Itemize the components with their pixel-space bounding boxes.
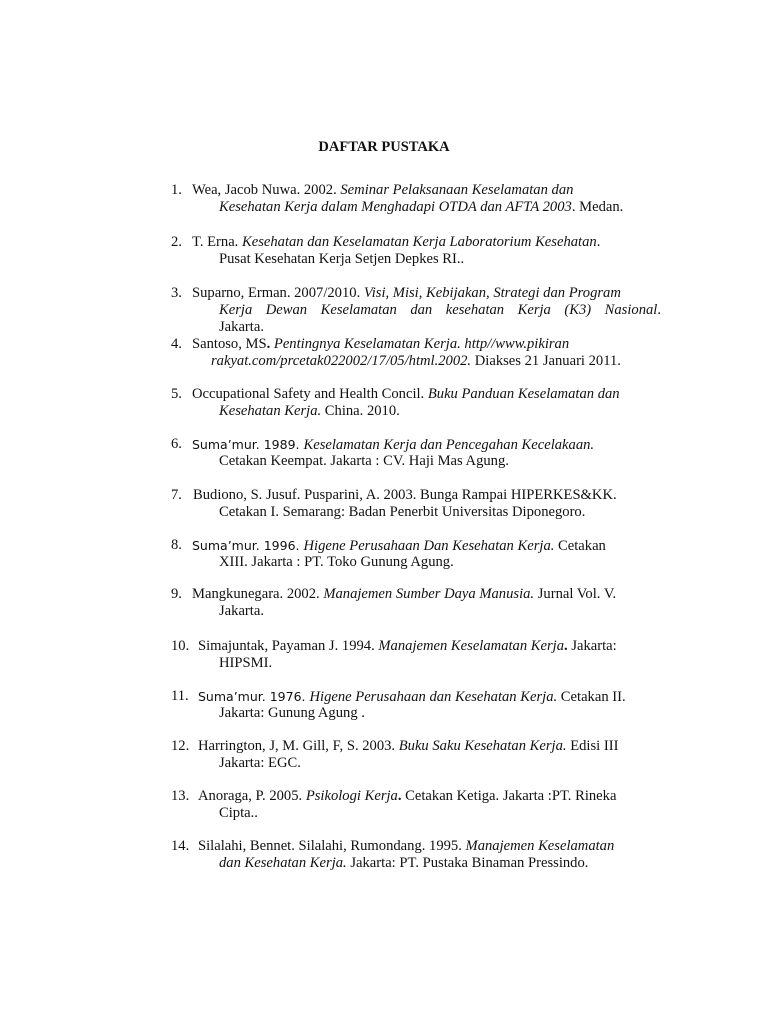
page-title: DAFTAR PUSTAKA	[318, 139, 450, 155]
entry-line: HIPSMI.	[219, 655, 273, 671]
entry-number: 11.	[171, 688, 189, 704]
entry-author: Silalahi, Bennet. Silalahi, Rumondang. 1995.	[198, 838, 466, 854]
entry-bold-dot: .	[397, 788, 402, 804]
entry-number: 10.	[171, 638, 190, 654]
entry-bold-dot: .	[564, 638, 568, 654]
entry-number: 4.	[171, 336, 182, 352]
entry-publication: Jakarta: PT. Pustaka Binaman Pressindo.	[346, 855, 589, 871]
entry-number: 13.	[171, 788, 190, 804]
entry-author: Suparno, Erman. 2007/2010.	[192, 285, 364, 301]
entry-title: Visi, Misi, Kebijakan, Strategi dan Program	[363, 285, 621, 301]
entry-line: Jakarta.	[219, 319, 264, 335]
entry-line	[219, 403, 400, 420]
entry-number: 8.	[171, 537, 182, 553]
entry-line	[192, 537, 606, 555]
entry-number: 1.	[171, 182, 182, 198]
entry-line: Cetakan I. Semarang: Badan Penerbit Universitas Diponegoro.	[219, 504, 586, 520]
entry-title: Manajemen Keselamatan	[465, 838, 615, 854]
entry-number: 3.	[171, 285, 182, 301]
entry-title: Keselamatan Kerja dan Pencegahan Kecelakaan.	[303, 437, 595, 453]
entry-line	[219, 855, 588, 872]
entry-number: 6.	[171, 436, 182, 452]
entry-publication: .	[657, 302, 661, 318]
entry-author: Anoraga, P. 2005.	[198, 788, 306, 804]
entry-title: Psikologi Kerja	[305, 788, 398, 804]
entry-title: Kesehatan Kerja.	[219, 403, 322, 419]
entry-line	[219, 302, 661, 319]
entry-line	[192, 285, 621, 302]
entry-line	[219, 199, 623, 216]
entry-line: Cetakan Keempat. Jakarta : CV. Haji Mas Agung.	[219, 453, 509, 469]
entry-title: Kesehatan dan Keselamatan Kerja Laboratorium Kesehatan	[241, 234, 597, 250]
entry-publication: China. 2010.	[321, 403, 400, 419]
entry-line: Jakarta: EGC.	[219, 755, 301, 771]
entry-line	[192, 234, 600, 251]
entry-line: Jakarta: Gunung Agung .	[219, 705, 365, 721]
entry-number: 12.	[171, 738, 190, 754]
entry-publication: Diakses 21 Januari 2011.	[471, 353, 621, 369]
entry-year: . 1989.	[255, 437, 304, 452]
entry-author: Occupational Safety and Health Concil.	[192, 386, 428, 402]
entry-author: Suma’mur	[198, 689, 262, 704]
entry-bold-dot: .	[266, 336, 271, 352]
entry-publication: Edisi III	[566, 738, 619, 754]
entry-line: Jakarta.	[219, 603, 264, 619]
entry-line	[198, 738, 618, 755]
entry-title: Kerja Dewan Keselamatan dan kesehatan Kerja (K3) Nasional	[219, 302, 658, 318]
entry-number: 7.	[171, 487, 182, 503]
entry-publication: Jakarta:	[567, 638, 617, 654]
entry-line	[211, 353, 621, 370]
entry-year: . 1976.	[261, 689, 310, 704]
entry-author: T. Erna.	[192, 234, 242, 250]
entry-author: Simajuntak, Payaman J. 1994.	[198, 638, 379, 654]
entry-publication: Cetakan Ketiga. Jakarta :PT. Rineka	[401, 788, 617, 804]
entry-year: . 1996.	[255, 538, 304, 553]
entry-line	[192, 336, 569, 353]
entry-line: XIII. Jakarta : PT. Toko Gunung Agung.	[219, 554, 454, 570]
entry-line	[198, 788, 616, 805]
entry-publication: .	[596, 234, 601, 250]
entry-title: Buku Saku Kesehatan Kerja.	[398, 738, 567, 754]
entry-title: Kesehatan Kerja dalam Menghadapi OTDA dan AFTA 2003	[219, 199, 572, 215]
entry-title: Manajemen Keselamatan Kerja	[378, 638, 565, 654]
entry-title: Buku Panduan Keselamatan dan	[427, 386, 620, 402]
entry-line: Pusat Kesehatan Kerja Setjen Depkes RI..	[219, 251, 465, 267]
entry-number: 5.	[171, 386, 182, 402]
entry-author: Santoso, MS	[192, 336, 267, 352]
entry-title: dan Kesehatan Kerja.	[219, 855, 347, 871]
entry-title: Seminar Pelaksanaan Keselamatan dan	[340, 182, 574, 198]
entry-publication: . Medan.	[571, 199, 624, 215]
entry-author: Harrington, J, M. Gill, F, S. 2003.	[198, 738, 399, 754]
entry-line: Budiono, S. Jusuf. Pusparini, A. 2003. Bunga Rampai HIPERKES&KK.	[193, 487, 617, 503]
entry-publication: Cetakan II.	[557, 689, 626, 705]
entry-publication: Cetakan	[554, 538, 606, 554]
entry-line	[192, 182, 573, 199]
entry-line	[192, 386, 620, 403]
entry-author: Suma’mur	[192, 538, 256, 553]
entry-title: Higene Perusahaan dan Kesehatan Kerja.	[309, 689, 558, 705]
entry-title: Higene Perusahaan Dan Kesehatan Kerja.	[303, 538, 555, 554]
entry-line	[192, 586, 616, 603]
entry-author: Suma’mur	[192, 437, 256, 452]
entry-number: 9.	[171, 586, 182, 602]
entry-line	[198, 838, 614, 855]
entry-title: Manajemen Sumber Daya Manusia.	[323, 586, 535, 602]
entry-number: 2.	[171, 234, 182, 250]
entry-line	[198, 688, 626, 706]
entry-url: rakyat.com/prcetak022002/17/05/html.2002.	[211, 353, 472, 369]
entry-author: Mangkunegara. 2002.	[192, 586, 324, 602]
entry-publication: Jurnal Vol. V.	[534, 586, 617, 602]
entry-author: Wea, Jacob Nuwa. 2002.	[192, 182, 341, 198]
entry-line	[192, 436, 594, 454]
entry-title: Pentingnya Keselamatan Kerja. http//www.pikiran	[270, 336, 570, 352]
entry-number: 14.	[171, 838, 190, 854]
entry-line: Cipta..	[219, 805, 258, 821]
entry-line	[198, 638, 617, 655]
